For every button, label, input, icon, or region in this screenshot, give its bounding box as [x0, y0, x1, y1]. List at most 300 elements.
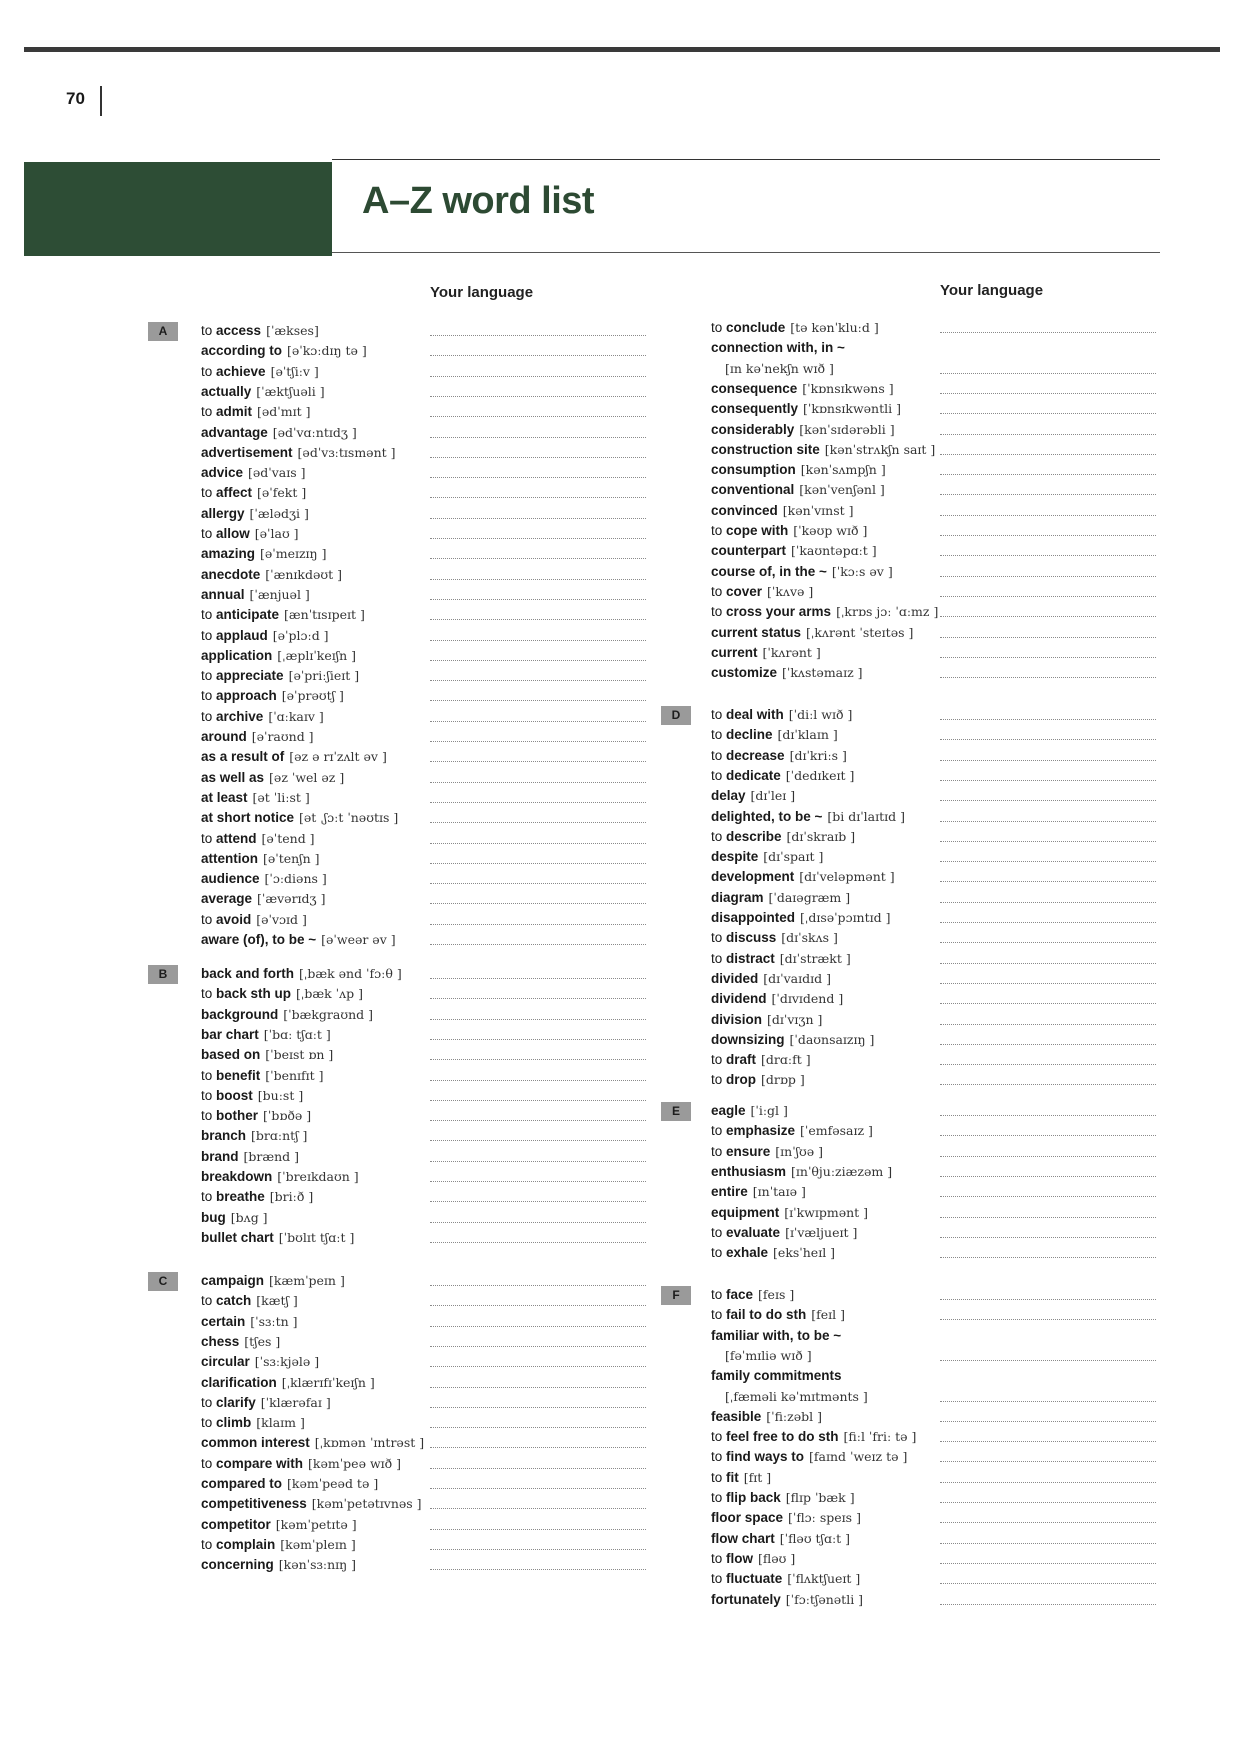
- entry-pronunciation: [ˈsɜːkjələ ]: [254, 1354, 320, 1370]
- translation-line[interactable]: [940, 1461, 1156, 1462]
- entry-pronunciation: [ˈflɔː speɪs ]: [788, 1510, 861, 1526]
- translation-line[interactable]: [430, 599, 646, 600]
- translation-line[interactable]: [430, 1508, 646, 1509]
- entry-pronunciation: [əz ˈwel əz ]: [269, 769, 345, 785]
- translation-line[interactable]: [940, 881, 1156, 882]
- entry-pronunciation: [fləʊ ]: [758, 1550, 796, 1566]
- translation-line[interactable]: [430, 416, 646, 417]
- entry-word: certain: [201, 1313, 246, 1329]
- entry-prefix: to: [201, 830, 217, 846]
- left-column-header: Your language: [430, 284, 534, 301]
- entry-pronunciation: [fɪt ]: [743, 1469, 772, 1485]
- entry-pronunciation: [drɒp ]: [761, 1072, 805, 1088]
- translation-line[interactable]: [430, 1140, 646, 1141]
- translation-line[interactable]: [940, 922, 1156, 923]
- entry-word: decline: [726, 727, 773, 743]
- translation-line[interactable]: [940, 719, 1156, 720]
- translation-line[interactable]: [940, 515, 1156, 516]
- entry-pronunciation: [ət ˌʃɔːt ˈnəʊtɪs ]: [299, 810, 399, 826]
- entry-pronunciation: [ˈbeɪst ɒn ]: [265, 1047, 334, 1063]
- translation-line[interactable]: [940, 1176, 1156, 1177]
- translation-line[interactable]: [940, 393, 1156, 394]
- entry-word: course of, in the ~: [711, 563, 827, 579]
- entry-pronunciation: [əˈplɔːd ]: [272, 627, 329, 643]
- translation-line[interactable]: [940, 1482, 1156, 1483]
- word-entry: [711, 1569, 860, 1589]
- entry-pronunciation: [kəmˈpetɪtə ]: [275, 1516, 357, 1532]
- entry-word: current: [711, 644, 758, 660]
- translation-line[interactable]: [940, 739, 1156, 740]
- entry-pronunciation: [ˈɔːdiəns ]: [264, 871, 327, 887]
- entry-word: diagram: [711, 889, 764, 905]
- translation-line[interactable]: [940, 1084, 1156, 1085]
- translation-line[interactable]: [430, 1181, 646, 1182]
- entry-pronunciation: [dɪˈleɪ ]: [750, 788, 796, 804]
- word-entry: [201, 1433, 424, 1453]
- word-entry: [711, 480, 885, 500]
- translation-line[interactable]: [940, 1319, 1156, 1320]
- translation-line[interactable]: [940, 1401, 1156, 1402]
- translation-line[interactable]: [430, 518, 646, 519]
- translation-line[interactable]: [430, 741, 646, 742]
- word-entry: [201, 666, 359, 686]
- word-entry: [711, 521, 867, 541]
- entry-word: feasible: [711, 1408, 762, 1424]
- entry-pronunciation: [əz ə rɪˈzʌlt əv ]: [289, 749, 387, 765]
- word-entry: [711, 1101, 788, 1121]
- entry-word: bullet chart: [201, 1229, 274, 1245]
- translation-line[interactable]: [430, 1569, 646, 1570]
- translation-line[interactable]: [430, 822, 646, 823]
- translation-line[interactable]: [430, 924, 646, 925]
- translation-line[interactable]: [940, 841, 1156, 842]
- word-entry: [711, 1468, 771, 1488]
- translation-line[interactable]: [940, 1217, 1156, 1218]
- translation-line[interactable]: [940, 596, 1156, 597]
- translation-line[interactable]: [430, 1305, 646, 1306]
- translation-line[interactable]: [940, 535, 1156, 536]
- translation-line[interactable]: [430, 1407, 646, 1408]
- entry-word: face: [726, 1287, 754, 1302]
- translation-line[interactable]: [430, 660, 646, 661]
- entry-prefix: to: [711, 604, 727, 620]
- entry-word: clarification: [201, 1374, 277, 1390]
- entry-pronunciation: [feɪl ]: [811, 1307, 846, 1323]
- entry-pronunciation: [ˈbʊlɪt tʃɑːt ]: [278, 1229, 355, 1245]
- translation-line[interactable]: [430, 579, 646, 580]
- translation-line[interactable]: [430, 1222, 646, 1223]
- translation-line[interactable]: [940, 434, 1156, 435]
- entry-pronunciation: [kæmˈpeɪn ]: [269, 1273, 345, 1288]
- entry-prefix: to: [201, 1108, 217, 1124]
- entry-pronunciation: [ˈkəʊp wɪð ]: [793, 523, 868, 538]
- translation-line[interactable]: [940, 1522, 1156, 1523]
- translation-line[interactable]: [940, 861, 1156, 862]
- translation-line[interactable]: [430, 782, 646, 783]
- translation-line[interactable]: [940, 1421, 1156, 1422]
- word-entry: [201, 443, 396, 463]
- translation-line[interactable]: [940, 1064, 1156, 1065]
- entry-word: convinced: [711, 502, 778, 518]
- word-entry: [201, 788, 310, 808]
- section-badge-a: A: [148, 322, 178, 341]
- entry-word: cope with: [726, 523, 789, 538]
- entry-word: current status: [711, 624, 802, 640]
- entry-prefix: to: [711, 727, 727, 743]
- word-entry: [201, 605, 365, 625]
- translation-line[interactable]: [430, 1120, 646, 1121]
- word-entry: [711, 1529, 850, 1549]
- entry-pronunciation: [dɪˈskʌs ]: [781, 930, 838, 946]
- entry-word: fail to do sth: [726, 1307, 807, 1323]
- entry-word: conclude: [726, 320, 786, 335]
- translation-line[interactable]: [430, 1080, 646, 1081]
- translation-line[interactable]: [430, 1529, 646, 1530]
- entry-prefix: to: [711, 523, 727, 538]
- word-entry: [201, 808, 398, 828]
- word-entry: [201, 382, 325, 402]
- word-entry: [711, 867, 895, 887]
- translation-line[interactable]: [940, 942, 1156, 943]
- entry-word: actually: [201, 383, 252, 399]
- translation-line[interactable]: [430, 761, 646, 762]
- entry-pronunciation: [kənˈsʌmpʃn ]: [800, 462, 886, 478]
- translation-line[interactable]: [430, 1549, 646, 1550]
- word-entry: [201, 747, 387, 767]
- translation-line[interactable]: [430, 1427, 646, 1428]
- translation-line[interactable]: [940, 821, 1156, 822]
- entry-pronunciation: [kætʃ ]: [256, 1293, 298, 1309]
- translation-line[interactable]: [940, 1003, 1156, 1004]
- entry-pronunciation: [ˌfæməli kəˈmɪtmənts ]: [725, 1388, 868, 1404]
- translation-line[interactable]: [940, 1563, 1156, 1564]
- entry-word: construction site: [711, 441, 820, 457]
- entry-word: avoid: [216, 911, 252, 927]
- entry-pronunciation: [ˌæplɪˈkeɪʃn ]: [277, 647, 357, 663]
- word-entry: [711, 989, 843, 1009]
- entry-word: find ways to: [726, 1449, 805, 1465]
- translation-line[interactable]: [940, 902, 1156, 903]
- entry-pronunciation: [əˈprəʊtʃ ]: [281, 688, 344, 704]
- entry-word: annual: [201, 586, 245, 602]
- translation-line[interactable]: [940, 1156, 1156, 1157]
- entry-word: affect: [216, 485, 253, 501]
- entry-word: complain: [216, 1536, 276, 1552]
- entry-word: dividend: [711, 991, 767, 1007]
- translation-line[interactable]: [430, 883, 646, 884]
- entry-prefix: to: [201, 1536, 217, 1552]
- translation-line[interactable]: [430, 396, 646, 397]
- translation-line[interactable]: [430, 437, 646, 438]
- translation-line[interactable]: [430, 1488, 646, 1489]
- translation-line[interactable]: [430, 457, 646, 458]
- translation-line[interactable]: [430, 1161, 646, 1162]
- word-entry: [711, 501, 854, 521]
- word-entry: [711, 766, 854, 786]
- entry-pronunciation: [əˈlaʊ ]: [254, 526, 299, 541]
- word-entry: [201, 1352, 319, 1372]
- entry-prefix: to: [711, 1550, 727, 1566]
- entry-pronunciation: [əˈfekt ]: [257, 485, 307, 501]
- entry-pronunciation: [ˈiːgl ]: [750, 1103, 788, 1118]
- translation-line[interactable]: [430, 680, 646, 681]
- entry-word: boost: [216, 1087, 253, 1103]
- word-entry: [711, 807, 905, 827]
- word-entry: [711, 1447, 907, 1467]
- entry-pronunciation: [kənˈstrʌkʃn saɪt ]: [824, 441, 936, 457]
- entry-pronunciation: [kənˈvɪnst ]: [782, 502, 854, 518]
- translation-line[interactable]: [940, 657, 1156, 658]
- translation-line[interactable]: [430, 1201, 646, 1202]
- entry-pronunciation: [ˈdiːl wɪð ]: [788, 707, 853, 722]
- translation-line[interactable]: [430, 477, 646, 478]
- word-entry: [201, 402, 310, 422]
- translation-line[interactable]: [430, 978, 646, 979]
- translation-line[interactable]: [940, 474, 1156, 475]
- translation-line[interactable]: [940, 1543, 1156, 1544]
- entry-word: archive: [216, 708, 264, 724]
- entry-prefix: to: [711, 1469, 727, 1485]
- translation-line[interactable]: [940, 332, 1156, 333]
- translation-line[interactable]: [940, 1257, 1156, 1258]
- entry-pronunciation: [əˈtend ]: [261, 830, 315, 846]
- translation-line[interactable]: [430, 1019, 646, 1020]
- word-entry: [201, 1474, 378, 1494]
- entry-word: considerably: [711, 421, 795, 437]
- entry-pronunciation: [əˈtenʃn ]: [263, 850, 320, 866]
- entry-word: consequence: [711, 380, 798, 396]
- translation-line[interactable]: [940, 1115, 1156, 1116]
- entry-word: flow: [726, 1550, 754, 1566]
- entry-pronunciation: [ˈænɪkdəʊt ]: [265, 566, 342, 582]
- translation-line[interactable]: [940, 413, 1156, 414]
- translation-line[interactable]: [430, 721, 646, 722]
- translation-line[interactable]: [430, 497, 646, 498]
- entry-word: competitor: [201, 1516, 271, 1532]
- entry-pronunciation: [buːst ]: [257, 1087, 304, 1103]
- translation-line[interactable]: [430, 1387, 646, 1388]
- translation-line[interactable]: [430, 1039, 646, 1040]
- entry-pronunciation: [ˈemfəsaɪz ]: [800, 1123, 873, 1139]
- translation-line[interactable]: [430, 1366, 646, 1367]
- entry-pronunciation: [ədˈmɪt ]: [257, 404, 311, 420]
- entry-pronunciation: [faɪnd ˈweɪz tə ]: [809, 1449, 908, 1465]
- translation-line[interactable]: [430, 903, 646, 904]
- translation-line[interactable]: [940, 780, 1156, 781]
- entry-pronunciation: [ədˈvɜːtɪsmənt ]: [297, 444, 396, 460]
- translation-line[interactable]: [430, 1326, 646, 1327]
- translation-line[interactable]: [430, 998, 646, 999]
- entry-pronunciation: [ˈbenɪfɪt ]: [265, 1067, 324, 1083]
- translation-line[interactable]: [940, 1299, 1156, 1300]
- entry-pronunciation: [bi dɪˈlaɪtɪd ]: [827, 808, 905, 824]
- word-entry: [201, 585, 310, 605]
- entry-pronunciation: [dɪˈstrækt ]: [779, 950, 851, 966]
- translation-line[interactable]: [940, 454, 1156, 455]
- translation-line[interactable]: [940, 373, 1156, 374]
- entry-pronunciation: [ˈbɒðə ]: [263, 1108, 312, 1124]
- word-entry: [201, 1167, 359, 1187]
- word-entry: [201, 544, 326, 564]
- entry-pronunciation: [ˈkɒnsɪkwəntli ]: [803, 401, 901, 417]
- translation-line[interactable]: [940, 1502, 1156, 1503]
- entry-word: competitiveness: [201, 1496, 307, 1512]
- word-entry: [201, 362, 319, 382]
- entry-word: at short notice: [201, 810, 295, 826]
- translation-line[interactable]: [940, 1237, 1156, 1238]
- entry-pronunciation: [kənˈsɪdərəbli ]: [799, 421, 895, 437]
- word-entry: [711, 643, 821, 663]
- entry-prefix: to: [711, 583, 727, 599]
- entry-word: eagle: [711, 1103, 746, 1118]
- translation-line[interactable]: [430, 843, 646, 844]
- translation-line[interactable]: [430, 619, 646, 620]
- word-entry: [711, 1285, 794, 1305]
- translation-line[interactable]: [430, 700, 646, 701]
- word-entry: [711, 562, 893, 582]
- entry-pronunciation: [ˈælədʒi ]: [249, 505, 309, 521]
- translation-line[interactable]: [940, 616, 1156, 617]
- translation-line[interactable]: [940, 1135, 1156, 1136]
- entry-prefix: to: [201, 1394, 217, 1410]
- page-number: 70: [66, 89, 85, 108]
- word-entry: [711, 949, 851, 969]
- word-entry: [201, 1291, 298, 1311]
- word-entry: [201, 341, 367, 361]
- translation-line[interactable]: [940, 1024, 1156, 1025]
- entry-pronunciation: [ˈkʌvə ]: [767, 583, 814, 599]
- translation-line[interactable]: [940, 555, 1156, 556]
- translation-line[interactable]: [430, 802, 646, 803]
- entry-pronunciation: [ɪˈkwɪpmənt ]: [784, 1204, 869, 1220]
- word-entry: [711, 705, 852, 725]
- word-entry: [201, 1208, 268, 1228]
- entry-prefix: to: [201, 607, 217, 623]
- translation-line[interactable]: [430, 944, 646, 945]
- translation-line[interactable]: [940, 677, 1156, 678]
- translation-line[interactable]: [940, 637, 1156, 638]
- entry-word: draft: [726, 1052, 757, 1068]
- translation-line[interactable]: [430, 1346, 646, 1347]
- entry-word: breakdown: [201, 1169, 273, 1184]
- entry-pronunciation: [ˌdɪsəˈpɔɪntɪd ]: [800, 910, 891, 925]
- word-entry: [201, 1126, 307, 1146]
- translation-line[interactable]: [940, 1360, 1156, 1361]
- translation-line[interactable]: [940, 1583, 1156, 1584]
- entry-pronunciation: [ˈdedɪkeɪt ]: [785, 767, 855, 783]
- translation-line[interactable]: [940, 983, 1156, 984]
- translation-line[interactable]: [430, 1468, 646, 1469]
- translation-line[interactable]: [940, 576, 1156, 577]
- translation-line[interactable]: [430, 1059, 646, 1060]
- translation-line[interactable]: [940, 1196, 1156, 1197]
- translation-line[interactable]: [430, 1447, 646, 1448]
- translation-line[interactable]: [430, 1285, 646, 1286]
- entry-word: distract: [726, 950, 775, 966]
- entry-prefix: to: [201, 1189, 217, 1205]
- entry-pronunciation: [dɪˈspaɪt ]: [763, 849, 824, 865]
- word-entry: [201, 1555, 356, 1575]
- word-entry: [711, 969, 831, 989]
- word-entry: [711, 1243, 835, 1263]
- translation-line[interactable]: [940, 1044, 1156, 1045]
- entry-prefix: to: [201, 1087, 217, 1103]
- entry-word: bug: [201, 1209, 226, 1225]
- entry-pronunciation: [kəmˈpeə wɪð ]: [308, 1455, 402, 1471]
- translation-line[interactable]: [940, 494, 1156, 495]
- entry-word: branch: [201, 1128, 247, 1144]
- translation-line[interactable]: [430, 376, 646, 377]
- entry-word: anticipate: [216, 607, 280, 623]
- entry-pronunciation: [ˈkɔːs əv ]: [831, 563, 893, 579]
- translation-line[interactable]: [430, 863, 646, 864]
- entry-word: appreciate: [216, 668, 284, 684]
- word-entry: [711, 1488, 855, 1508]
- translation-line[interactable]: [940, 800, 1156, 801]
- entry-word: floor space: [711, 1510, 784, 1526]
- right-column-header: Your language: [940, 282, 1044, 299]
- word-entry: [201, 768, 344, 788]
- entry-word: applaud: [216, 627, 268, 643]
- translation-line[interactable]: [430, 558, 646, 559]
- entry-word: division: [711, 1011, 763, 1027]
- entry-word: brand: [201, 1148, 239, 1164]
- entry-word: divided: [711, 970, 759, 986]
- word-entry: [711, 725, 838, 745]
- translation-line[interactable]: [940, 1604, 1156, 1605]
- entry-pronunciation: [ˈævərɪdʒ ]: [257, 891, 326, 907]
- word-entry: [201, 646, 356, 666]
- entry-pronunciation: [ˈæktʃuəli ]: [256, 383, 325, 399]
- entry-prefix: to: [711, 1571, 727, 1587]
- entry-word: ensure: [726, 1143, 771, 1159]
- entry-prefix: to: [711, 1143, 727, 1159]
- word-entry: [711, 602, 938, 622]
- translation-line[interactable]: [430, 1242, 646, 1243]
- word-entry: [711, 1182, 806, 1202]
- translation-line[interactable]: [430, 355, 646, 356]
- entry-pronunciation: [ˈdaʊnsaɪzɪŋ ]: [789, 1031, 875, 1047]
- entry-word: downsizing: [711, 1031, 785, 1047]
- translation-line[interactable]: [940, 963, 1156, 964]
- word-entry: [201, 1066, 324, 1086]
- translation-line[interactable]: [430, 335, 646, 336]
- entry-word: entire: [711, 1184, 748, 1200]
- entry-prefix: to: [201, 627, 217, 643]
- entry-pronunciation: [dɪˈveləpmənt ]: [799, 869, 895, 885]
- translation-line[interactable]: [940, 760, 1156, 761]
- translation-line[interactable]: [430, 640, 646, 641]
- word-entry: [711, 1346, 812, 1366]
- entry-pronunciation: [tʃes ]: [244, 1333, 281, 1349]
- translation-line[interactable]: [940, 1441, 1156, 1442]
- entry-pronunciation: [ˈsɜːtn ]: [250, 1313, 298, 1329]
- entry-pronunciation: [ɪnˈtaɪə ]: [752, 1184, 806, 1200]
- word-entry: [201, 964, 402, 984]
- translation-line[interactable]: [430, 1100, 646, 1101]
- entry-prefix: to: [201, 363, 217, 379]
- word-entry: [711, 1162, 892, 1182]
- entry-prefix: to: [711, 1052, 727, 1068]
- word-entry: [711, 359, 834, 379]
- entry-pronunciation: [drɑːft ]: [761, 1052, 811, 1068]
- word-entry: [201, 1228, 354, 1248]
- translation-line[interactable]: [430, 538, 646, 539]
- word-entry: [201, 1413, 305, 1433]
- word-entry: [201, 524, 299, 544]
- word-entry: [201, 1454, 401, 1474]
- entry-prefix: to: [711, 1123, 727, 1139]
